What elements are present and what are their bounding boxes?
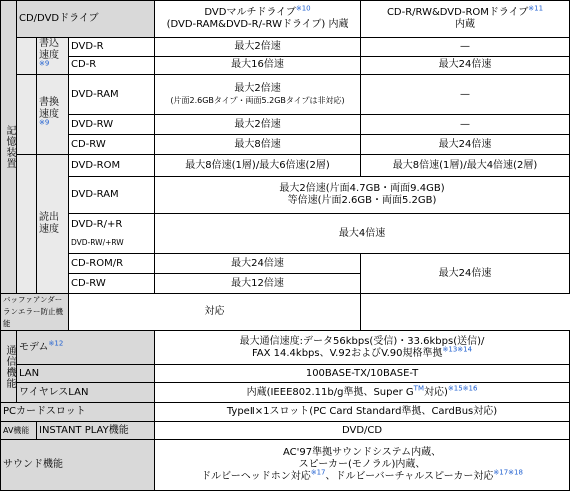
value-cell: —	[361, 75, 570, 115]
value-cell: 最大8倍速(1層)/最大4倍速(2層)	[361, 155, 570, 177]
value-cell: 対応	[69, 294, 361, 331]
value-cell: 最大24倍速	[361, 254, 570, 294]
read-speed-label: 読出 速度	[37, 155, 69, 294]
wlan-label: ワイヤレスLAN	[17, 383, 155, 403]
write-speed-label: 書込 速度$^{※9}$	[37, 38, 69, 75]
value-cell: —	[361, 38, 570, 57]
value-cell: 最大24倍速	[361, 56, 570, 75]
modem-label: モデム$^{※12}$	[17, 331, 155, 365]
drive-label: CD/DVDドライブ	[17, 1, 155, 38]
value-cell: 最大2倍速 (片面2.6GBタイプ・両面5.2GBタイプは非対応)	[155, 75, 361, 115]
value-cell: TypeⅡ×1スロット(PC Card Standard準拠、CardBus対応)	[155, 403, 570, 422]
value-cell: 最大通信速度:データ56kbps(受信)・33.6kbps(送信)/ FAX 14.4kbps、V.92およびV.90規格準拠$^{※13※14}$	[155, 331, 570, 365]
media-dvd-rw: DVD-RW	[69, 115, 155, 135]
media-cd-rw: CD-RW	[69, 135, 155, 155]
media-cd-r: CD-R	[69, 56, 155, 75]
drive-col2: CD-R/RW&DVD-ROMドライブ$^{※11}$ 内蔵	[361, 1, 570, 38]
value-cell: 最大4倍速	[155, 214, 570, 254]
value-cell: 最大24倍速	[361, 135, 570, 155]
av-label: AV機能	[1, 422, 37, 440]
media-cd-rom: CD-ROM/R	[69, 254, 155, 274]
value-cell: —	[361, 115, 570, 135]
value-cell: 最大8倍速(1層)/最大6倍速(2層)	[155, 155, 361, 177]
value-cell: 内蔵(IEEE802.11b/g準拠、Super G™対応)$^{※15※16}$	[155, 383, 570, 403]
value-cell: 最大12倍速	[155, 274, 361, 294]
media-dvd-ram: DVD-RAM	[69, 75, 155, 115]
media-dvd-ram-read: DVD-RAM	[69, 177, 155, 214]
value-cell: 最大24倍速	[155, 254, 361, 274]
media-cd-rw-read: CD-RW	[69, 274, 155, 294]
instant-play-label: INSTANT PLAY機能	[37, 422, 155, 440]
value-cell: 最大2倍速(片面4.7GB・両面9.4GB) 等倍速(片面2.6GB・両面5.2GB)	[155, 177, 570, 214]
media-dvd-rom: DVD-ROM	[69, 155, 155, 177]
rewrite-speed-label: 書換 速度$^{※9}$	[37, 75, 69, 155]
value-cell: 最大2倍速	[155, 38, 361, 57]
storage-group-label: 記憶装置	[1, 1, 17, 294]
value-cell: 最大8倍速	[155, 135, 361, 155]
value-cell: 100BASE-TX/10BASE-T	[155, 365, 570, 383]
sound-label: サウンド機能	[1, 440, 155, 491]
value-cell: 最大16倍速	[155, 56, 361, 75]
value-cell: AC'97準拠サウンドシステム内蔵、 スピーカー(モノラル)内蔵、 ドルビーヘッドホン対応$^{※17}$、ドルビーバーチャルスピーカー対応$^{※17※18}$	[155, 440, 570, 491]
lan-label: LAN	[17, 365, 155, 383]
media-dvd-r-rw: DVD-R/+R DVD-RW/+RW	[69, 214, 155, 254]
comm-group-label: 通信機能	[1, 331, 17, 403]
buffer-label: バッファアンダーランエラー防止機能	[1, 294, 69, 331]
pccard-label: PCカードスロット	[1, 403, 155, 422]
media-dvd-r: DVD-R	[69, 38, 155, 57]
drive-col1: DVDマルチドライブ$^{※10}$ (DVD-RAM&DVD-R/-RWドライブ) 内蔵	[155, 1, 361, 38]
value-cell: DVD/CD	[155, 422, 570, 440]
value-cell: 最大2倍速	[155, 115, 361, 135]
